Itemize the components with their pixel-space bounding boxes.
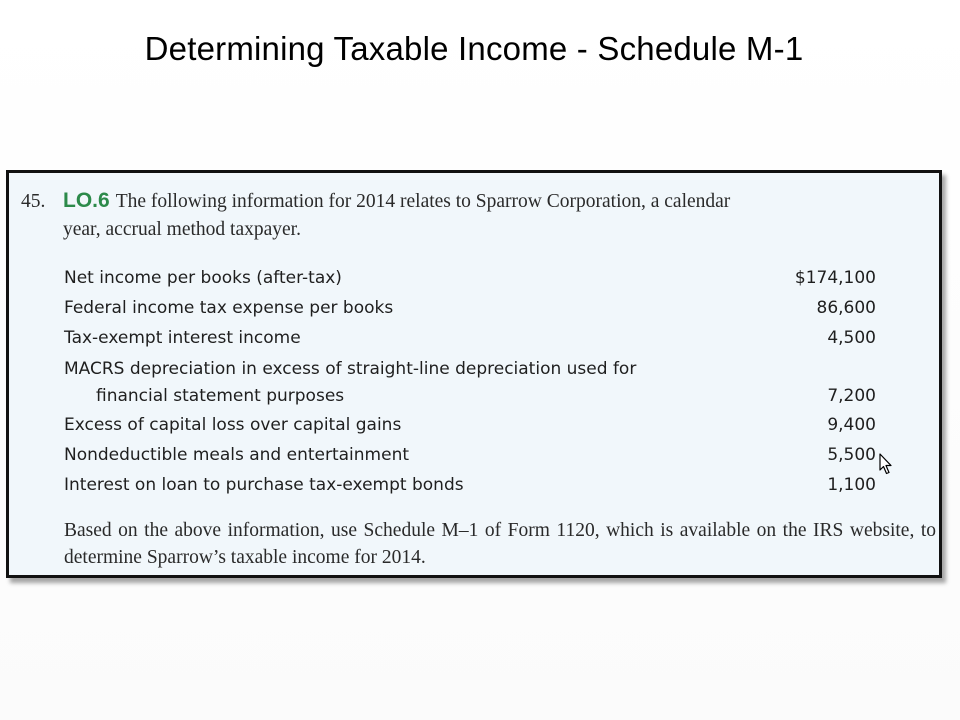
problem-number: 45. xyxy=(21,191,46,212)
item-label xyxy=(64,356,756,410)
items-list xyxy=(64,263,876,500)
list-item xyxy=(64,410,876,440)
item-value: $174,100 xyxy=(794,268,876,288)
item-value: 1,100 xyxy=(827,475,876,495)
list-item xyxy=(64,323,876,353)
list-item xyxy=(64,263,876,293)
problem-instructions: Based on the above information, use Schedule M–1 of Form 1120, which is available on the IRS website, to determine Sparrow’s taxable income for 2014. xyxy=(64,520,936,568)
item-label: Excess of capital loss over capital gains xyxy=(64,415,402,435)
item-label: Tax-exempt interest income xyxy=(64,328,301,348)
problem-box xyxy=(6,170,942,578)
item-value: 9,400 xyxy=(827,415,876,435)
item-label: Federal income tax expense per books xyxy=(64,298,394,318)
list-item xyxy=(64,470,876,500)
learning-objective-tag: LO.6 xyxy=(63,189,110,212)
item-value: 4,500 xyxy=(827,328,876,348)
item-label: Net income per books (after-tax) xyxy=(64,268,342,288)
item-label-line1: MACRS depreciation in excess of straight-line depreciation used for xyxy=(64,359,637,379)
item-value: 86,600 xyxy=(816,298,876,318)
problem-intro-line1: The following information for 2014 relates to Sparrow Corporation, a calendar xyxy=(115,191,731,212)
item-value: 5,500 xyxy=(827,445,876,465)
mouse-pointer-icon xyxy=(879,453,893,475)
item-label: Interest on loan to purchase tax-exempt bonds xyxy=(64,475,464,495)
list-item xyxy=(64,353,876,410)
item-value: 7,200 xyxy=(827,386,876,406)
slide-title: Determining Taxable Income - Schedule M-1 xyxy=(144,30,804,67)
list-item xyxy=(64,293,876,323)
item-label: Nondeductible meals and entertainment xyxy=(64,445,410,465)
item-label-line2: financial statement purposes xyxy=(96,386,345,406)
problem-header xyxy=(21,187,933,244)
list-item xyxy=(64,440,876,470)
problem-intro-line2: year, accrual method taxpayer. xyxy=(63,219,301,240)
